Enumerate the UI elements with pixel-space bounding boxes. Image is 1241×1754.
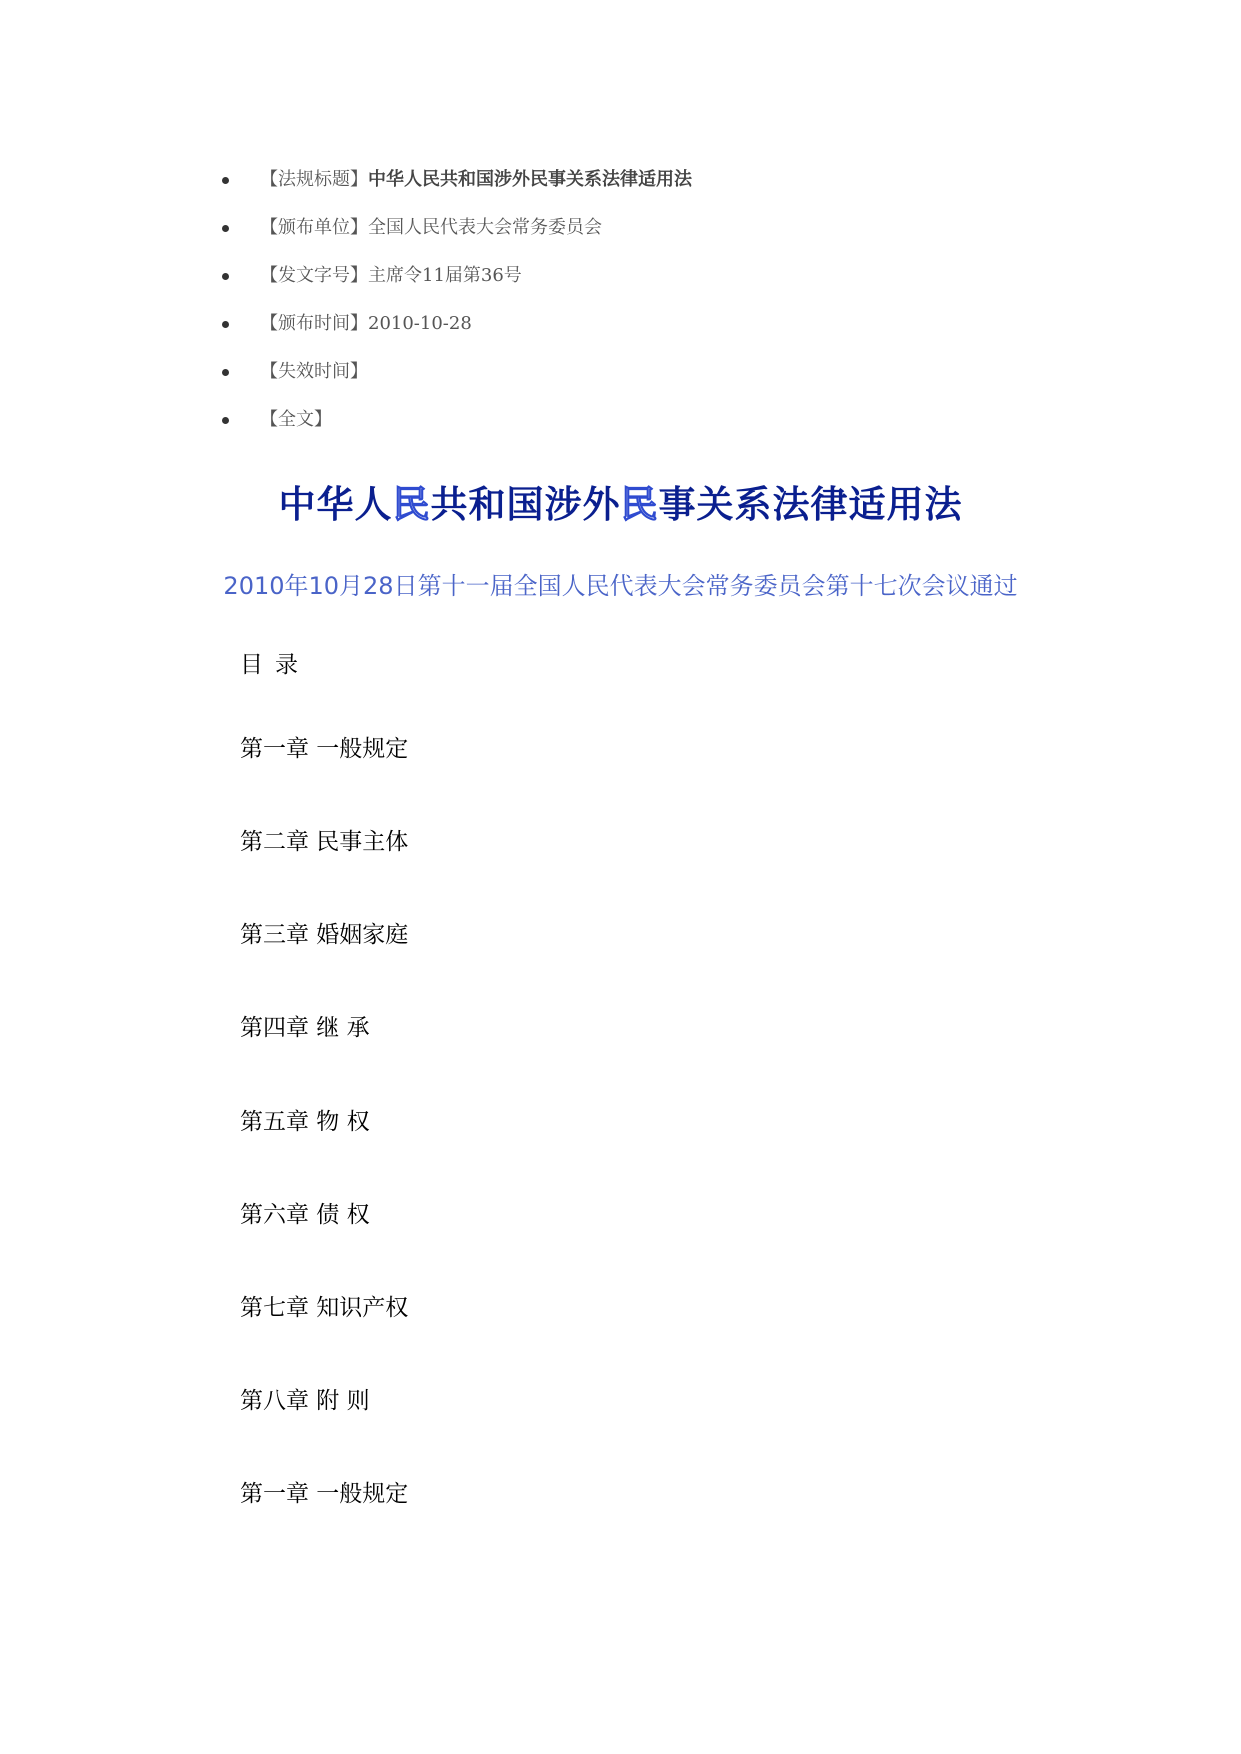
title-part-outlined: 民 bbox=[392, 482, 431, 526]
meta-value: 全国人民代表大会常务委员会 bbox=[368, 217, 602, 238]
meta-text bbox=[260, 311, 472, 337]
toc-item: 第四章 继 承 bbox=[240, 1015, 370, 1041]
bullet-icon bbox=[222, 177, 229, 184]
meta-label: 【失效时间】 bbox=[260, 361, 368, 382]
toc-item: 第一章 一般规定 bbox=[240, 1481, 409, 1507]
meta-value: 中华人民共和国涉外民事关系法律适用法 bbox=[368, 169, 692, 190]
bullet-icon bbox=[222, 321, 229, 328]
meta-text bbox=[260, 359, 368, 385]
toc-item: 第一章 一般规定 bbox=[240, 736, 409, 762]
toc-item: 第六章 债 权 bbox=[240, 1202, 370, 1228]
title-part: 共和国涉外 bbox=[430, 482, 621, 526]
bullet-icon bbox=[222, 417, 229, 424]
document-title bbox=[0, 474, 1241, 528]
meta-label: 【法规标题】 bbox=[260, 169, 368, 190]
title-part: 事关系法律适用法 bbox=[658, 482, 963, 526]
title-part: 中华人 bbox=[278, 482, 393, 526]
meta-label: 【发文字号】 bbox=[260, 265, 368, 286]
meta-label: 【全文】 bbox=[260, 409, 332, 430]
title-part-outlined: 民 bbox=[620, 482, 659, 526]
meta-text bbox=[260, 263, 522, 289]
toc-item: 第三章 婚姻家庭 bbox=[240, 922, 409, 948]
bullet-icon bbox=[222, 369, 229, 376]
toc-heading: 目录 bbox=[240, 652, 310, 678]
bullet-icon bbox=[222, 273, 229, 280]
toc-item: 第七章 知识产权 bbox=[240, 1295, 409, 1321]
bullet-icon bbox=[222, 225, 229, 232]
toc-item: 第五章 物 权 bbox=[240, 1109, 370, 1135]
meta-text bbox=[260, 167, 692, 193]
meta-text bbox=[260, 407, 332, 433]
meta-value: 主席令11届第36号 bbox=[368, 265, 522, 286]
document-subtitle: 2010年10月28日第十一届全国人民代表大会常务委员会第十七次会议通过 bbox=[223, 572, 1018, 600]
toc-item: 第八章 附 则 bbox=[240, 1388, 370, 1414]
meta-text bbox=[260, 215, 602, 241]
toc-item: 第二章 民事主体 bbox=[240, 829, 409, 855]
meta-label: 【颁布单位】 bbox=[260, 217, 368, 238]
meta-label: 【颁布时间】 bbox=[260, 313, 368, 334]
meta-value: 2010-10-28 bbox=[368, 313, 472, 334]
